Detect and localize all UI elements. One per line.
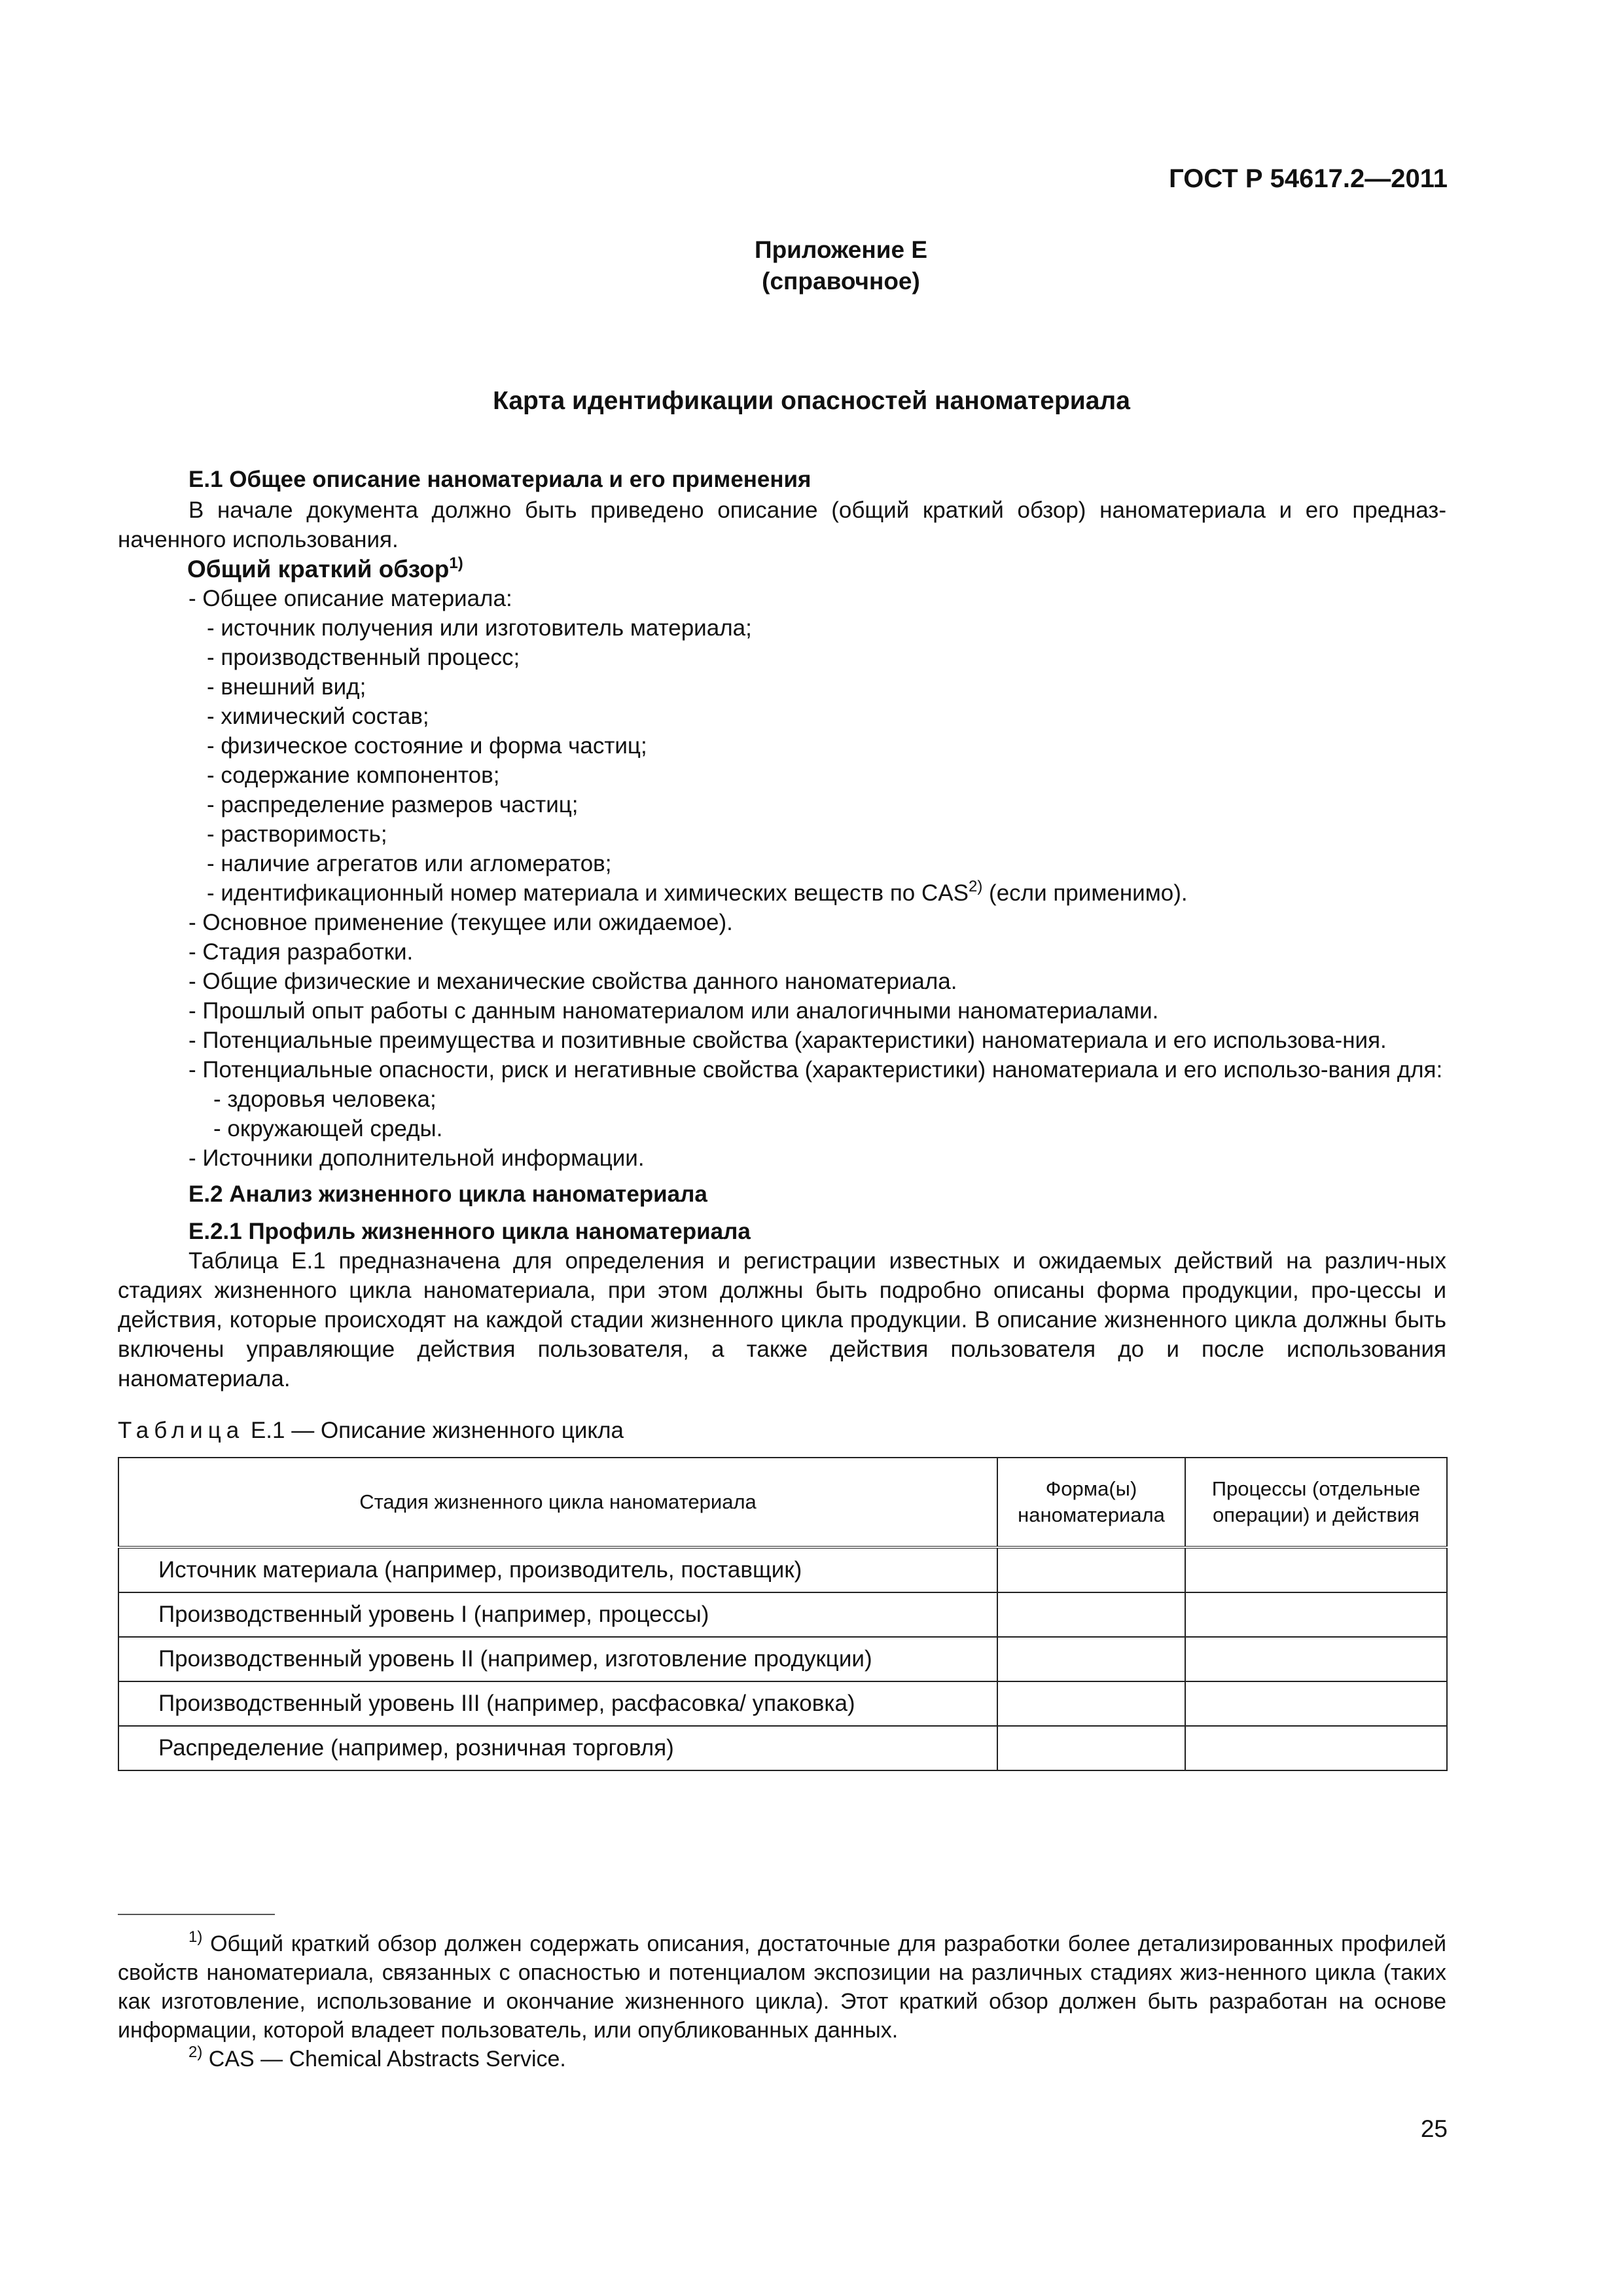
document-id-header: ГОСТ Р 54617.2—2011	[1169, 164, 1448, 193]
list-item: - физическое состояние и форма частиц;	[207, 733, 647, 759]
form-cell	[997, 1547, 1185, 1592]
form-cell	[997, 1592, 1185, 1637]
cas-subitem-text: - идентификационный номер материала и химических веществ по CAS	[207, 880, 969, 906]
list-item: - внешний вид;	[207, 674, 366, 700]
annex-heading	[0, 234, 1623, 297]
lifecycle-table	[118, 1457, 1448, 1771]
list-item: - Общие физические и механические свойства данного наноматериала.	[188, 969, 957, 994]
footnote-ref-2: 2)	[968, 878, 983, 895]
processes-cell	[1185, 1637, 1447, 1681]
processes-cell	[1185, 1681, 1447, 1726]
processes-cell	[1185, 1547, 1447, 1592]
table-row	[118, 1592, 1447, 1637]
benefits-item: - Потенциальные преимущества и позитивные свойства (характеристики) наноматериала и его использова-ния.	[188, 1028, 1387, 1053]
table-caption-text: Е.1 — Описание жизненного цикла	[244, 1418, 624, 1443]
col-header-stage: Стадия жизненного цикла наноматериала	[118, 1458, 997, 1547]
form-cell	[997, 1726, 1185, 1770]
stage-cell: Производственный уровень II (например, изготовление продукции)	[118, 1637, 997, 1681]
sources-item: - Источники дополнительной информации.	[188, 1145, 645, 1171]
annex-kind: (справочное)	[762, 268, 920, 295]
table-row	[118, 1681, 1447, 1726]
table-row	[118, 1637, 1447, 1681]
footnote-2-text: CAS — Chemical Abstracts Service.	[202, 2047, 566, 2072]
stage-cell: Источник материала (например, производитель, поставщик)	[118, 1547, 997, 1592]
list-item: - производственный процесс;	[207, 645, 520, 670]
footnote-2	[118, 2045, 1446, 2073]
footnote-2-mark: 2)	[188, 2043, 203, 2061]
footnote-1-text: Общий краткий обзор должен содержать описания, достаточные для разработки более детализированных профилей свойств наноматериала, связанных с опасностью и потенциалом экспозиции на различных стадиях жиз-ненного цикла (таких как изготовление, использование и окончание жизненного цикла). Этот краткий обзор должен быть разработан на основе информации, которой владеет пользователь, или опубликованных данных.	[118, 1931, 1446, 2043]
section-e21-heading: Е.2.1 Профиль жизненного цикла наноматериала	[188, 1219, 751, 1244]
list-item: - источник получения или изготовитель материала;	[207, 615, 752, 641]
page-number: 25	[1420, 2115, 1448, 2142]
list-item: - распределение размеров частиц;	[207, 792, 579, 817]
table-caption	[118, 1416, 1446, 1445]
stage-cell: Распределение (например, розничная торговля)	[118, 1726, 997, 1770]
document-body	[118, 465, 1446, 1771]
processes-cell	[1185, 1592, 1447, 1637]
list-item: - растворимость;	[207, 821, 387, 847]
section-e1-heading: Е.1 Общее описание наноматериала и его применения	[188, 467, 812, 492]
stage-cell: Производственный уровень I (например, процессы)	[118, 1592, 997, 1637]
section-e21-paragraph: Таблица Е.1 предназначена для определения и регистрации известных и ожидаемых действий на различ-ных стадиях жизненного цикла наноматериала, при этом должны быть подробно описаны форма продукции, про-цессы и действия, которые происходят на каждой стадии жизненного цикла продукции. В описание жизненного цикла должны быть включены управляющие действия пользователя, а также действия пользователя до и после использования наноматериала.	[118, 1248, 1446, 1391]
list-item: - здоровья человека;	[213, 1086, 437, 1112]
hazard-subitem-list	[118, 1085, 1446, 1143]
footnote-1	[118, 1929, 1446, 2045]
cas-subitem	[118, 878, 1446, 908]
footnote-separator	[118, 1914, 275, 1915]
form-cell	[997, 1637, 1185, 1681]
form-cell	[997, 1681, 1185, 1726]
table-caption-label: Таблица	[118, 1418, 245, 1443]
overview-label	[118, 554, 1446, 584]
footnotes	[118, 1929, 1446, 2073]
hazards-item: - Потенциальные опасности, риск и негативные свойства (характеристики) наноматериала и его использо-вания для:	[188, 1057, 1443, 1083]
section-e1-intro: В начале документа должно быть приведено описание (общий краткий обзор) наноматериала и его предназ-наченного использования.	[118, 497, 1446, 552]
overview-label-text: Общий краткий обзор	[187, 556, 450, 583]
cas-subitem-tail: (если применимо).	[982, 880, 1188, 906]
document-title: Карта идентификации опасностей наноматериала	[493, 387, 1130, 415]
col-header-processes: Процессы (отдельные операции) и действия	[1185, 1458, 1447, 1547]
table-row	[118, 1547, 1447, 1592]
material-subitem-list	[118, 613, 1446, 878]
processes-cell	[1185, 1726, 1447, 1770]
table-row	[118, 1726, 1447, 1770]
list-item: - наличие агрегатов или агломератов;	[207, 851, 612, 876]
overview-item-list	[118, 908, 1446, 1026]
footnote-ref-1: 1)	[449, 554, 463, 572]
col-header-form: Форма(ы) наноматериала	[997, 1458, 1185, 1547]
section-e2-heading: Е.2 Анализ жизненного цикла наноматериала	[188, 1181, 707, 1207]
list-item: - Прошлый опыт работы с данным наноматериалом или аналогичными наноматериалами.	[188, 998, 1159, 1024]
annex-title: Приложение Е	[754, 236, 928, 263]
list-item: - содержание компонентов;	[207, 762, 500, 788]
general-description-item: - Общее описание материала:	[188, 586, 512, 611]
table-header-row	[118, 1458, 1447, 1547]
list-item: - Основное применение (текущее или ожидаемое).	[188, 910, 733, 935]
list-item: - химический состав;	[207, 704, 429, 729]
footnote-1-mark: 1)	[188, 1928, 203, 1946]
stage-cell: Производственный уровень III (например, расфасовка/ упаковка)	[118, 1681, 997, 1726]
list-item: - Стадия разработки.	[188, 939, 414, 965]
list-item: - окружающей среды.	[213, 1116, 443, 1141]
table-body	[118, 1547, 1447, 1770]
